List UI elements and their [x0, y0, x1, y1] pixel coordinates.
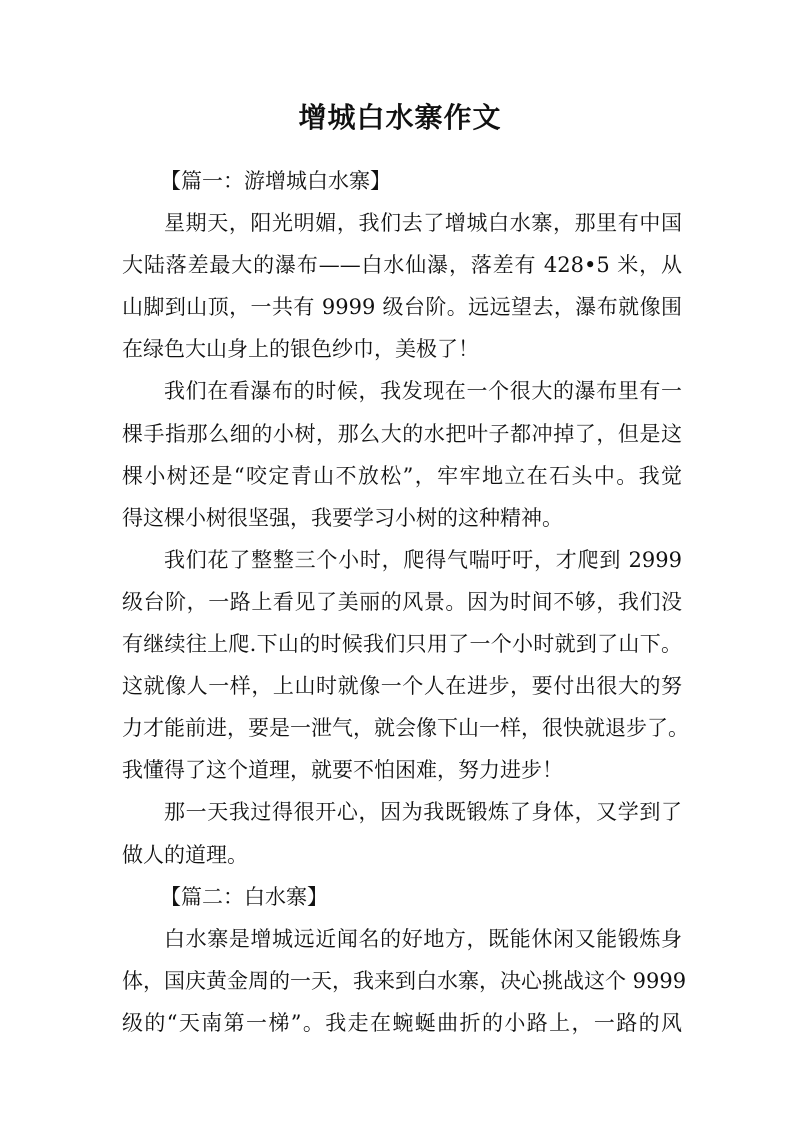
text-line: 棵手指那么细的小树，那么大的水把叶子都冲掉了，但是这	[122, 421, 682, 446]
text-line: 棵小树还是“咬定青山不放松”，牢牢地立在石头中。我觉	[122, 463, 682, 488]
text-line: 在绿色大山身上的银色纱巾，美极了！	[122, 337, 479, 362]
text-line: 那一天我过得很开心，因为我既锻炼了身体，又学到了	[164, 800, 682, 825]
text-line: 大陆落差最大的瀑布——白水仙瀑，落差有 428•5 米，从	[122, 253, 682, 278]
text-line: 力才能前进，要是一泄气，就会像下山一样，很快就退步了。	[122, 716, 689, 741]
text-line: 有继续往上爬.下山的时候我们只用了一个小时就到了山下。	[122, 632, 682, 657]
text-line: 级台阶，一路上看见了美丽的风景。因为时间不够，我们没	[122, 589, 682, 614]
section-heading-1: 【篇一：游增城白水寨】	[160, 169, 391, 193]
text-line: 我们在看瀑布的时候，我发现在一个很大的瀑布里有一	[164, 379, 682, 404]
text-line: 这就像人一样，上山时就像一个人在进步，要付出很大的努	[122, 674, 682, 699]
document-body	[122, 160, 689, 1044]
text-line: 我们花了整整三个小时，爬得气喘吁吁，才爬到 2999	[164, 547, 682, 572]
text-line: 我懂得了这个道理，就要不怕困难，努力进步！	[122, 758, 563, 783]
text-line: 体，国庆黄金周的一天，我来到白水寨，决心挑战这个 9999	[122, 968, 687, 993]
document-title: 增城白水寨作文	[298, 101, 502, 134]
text-line: 做人的道理。	[122, 842, 248, 867]
text-line: 星期天，阳光明媚，我们去了增城白水寨，那里有中国	[164, 211, 682, 236]
text-line: 山脚到山顶，一共有 9999 级台阶。远远望去，瀑布就像围	[122, 295, 682, 320]
text-line: 级的“天南第一梯”。我走在蜿蜒曲折的小路上，一路的风	[122, 1010, 682, 1035]
section-heading-2: 【篇二：白水寨】	[160, 884, 328, 909]
text-line: 得这棵小树很坚强，我要学习小树的这种精神。	[122, 505, 563, 530]
text-line: 白水寨是增城远近闻名的好地方，既能休闲又能锻炼身	[164, 926, 682, 951]
